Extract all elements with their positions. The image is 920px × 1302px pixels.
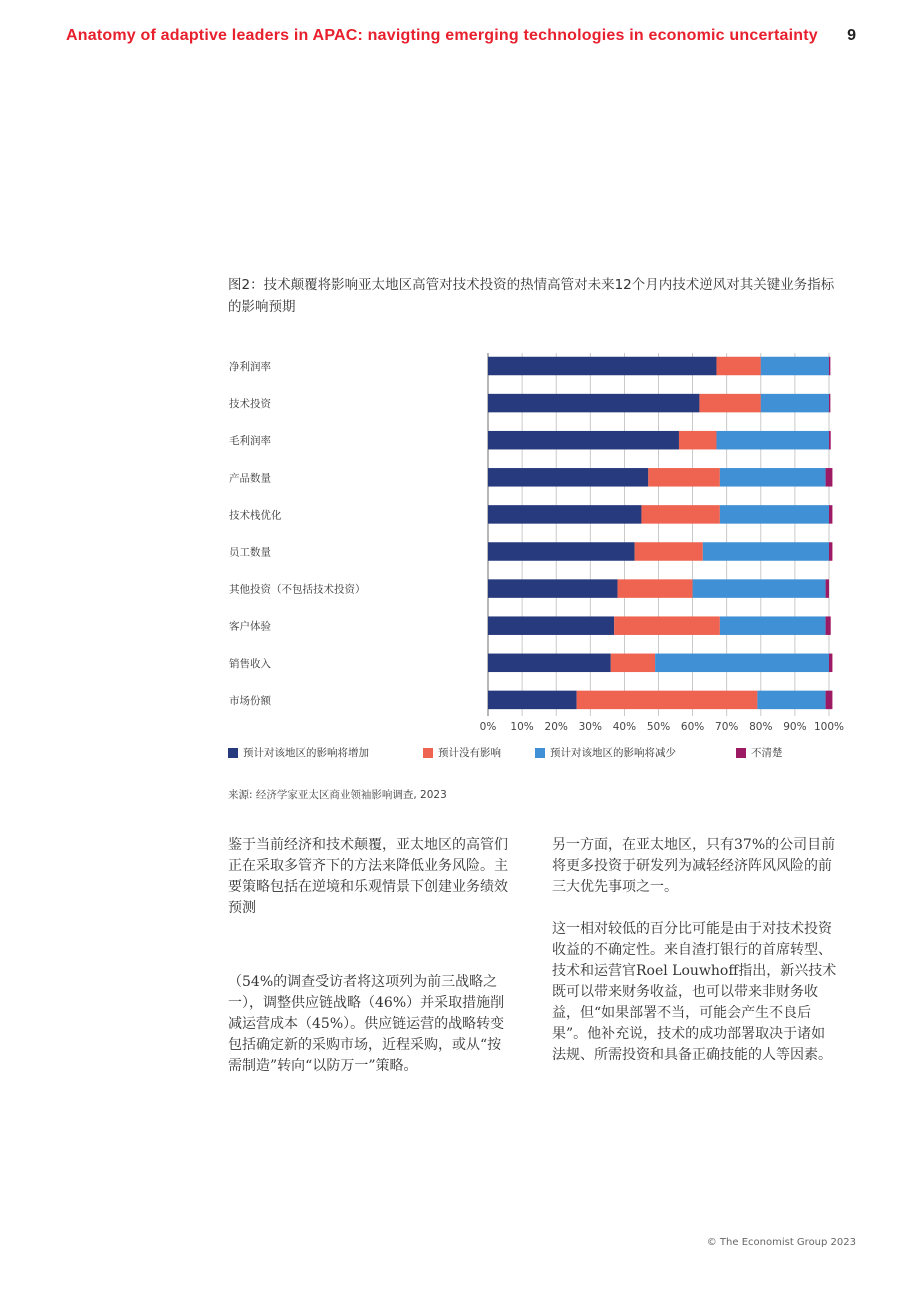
bar-segment-unclear: [829, 394, 830, 413]
legend-label-no-impact: 预计没有影响: [438, 747, 501, 759]
body-column-left: [228, 835, 513, 1077]
figure-title: 图2：技术颠覆将影响亚太地区高管对技术投资的热情高管对未来12个月内技术逆风对其关键业务指标的影响预期: [228, 277, 835, 315]
x-tick-label: 70%: [715, 721, 739, 733]
bar-segment-decrease: [655, 654, 829, 673]
bar-segment-no-impact: [618, 579, 693, 598]
page-number: 9: [847, 27, 856, 44]
legend-item-increase: [228, 745, 369, 760]
copyright-footer: © The Economist Group 2023: [706, 1237, 856, 1248]
body-paragraph: 鉴于当前经济和技术颠覆，亚太地区的高管们正在采取多管齐下的方法来降低业务风险。主要策略包括在逆境和乐观情景下创建业务绩效预测: [228, 837, 508, 916]
bar-segment-no-impact: [716, 357, 760, 376]
x-tick-label: 10%: [510, 721, 534, 733]
x-tick-label: 30%: [578, 721, 602, 733]
category-label: 技术投资: [229, 398, 271, 411]
bar-segment-decrease: [720, 505, 829, 524]
bar-segment-unclear: [829, 505, 832, 524]
x-tick-label: 40%: [612, 721, 637, 733]
legend-label-increase: 预计对该地区的影响将增加: [243, 747, 369, 759]
bar-segment-decrease: [693, 579, 826, 598]
chart-legend: [228, 745, 848, 761]
body-column-right: [552, 835, 837, 1066]
legend-swatch-increase: [228, 748, 238, 758]
bar-segment-increase: [488, 394, 699, 413]
x-tick-label: 0%: [479, 721, 497, 733]
legend-swatch-decrease: [535, 748, 545, 758]
bar-segment-no-impact: [641, 505, 719, 524]
x-tick-label: 80%: [749, 721, 773, 733]
bar-segment-no-impact: [648, 468, 720, 487]
bar-segment-no-impact: [699, 394, 760, 413]
bar-segment-no-impact: [635, 542, 703, 561]
body-paragraph: 另一方面，在亚太地区，只有37%的公司目前将更多投资于研发列为减轻经济阵风风险的前三大优先事项之一。: [552, 837, 836, 895]
bar-segment-decrease: [720, 616, 826, 635]
bar-segment-unclear: [826, 579, 829, 598]
x-tick-label: 50%: [646, 721, 671, 733]
bar-segment-decrease: [720, 468, 826, 487]
bar-segment-no-impact: [614, 616, 720, 635]
legend-label-unclear: 不清楚: [751, 747, 783, 759]
body-paragraph: （54%的调查受访者将这项列为前三战略之一），调整供应链战略（46%）并采取措施削减运营成本（45%）。供应链运营的战略转变包括确定新的采购市场，近程采购，或从“按需制造”转向“以防万一”策略。: [228, 974, 505, 1074]
figure-source: 来源: 经济学家亚太区商业领袖影响调查, 2023: [228, 789, 447, 801]
bar-segment-unclear: [826, 691, 833, 710]
bar-segment-increase: [488, 505, 641, 524]
bar-segment-decrease: [761, 357, 829, 376]
category-label: 客户体验: [229, 620, 271, 633]
bar-segment-no-impact: [611, 654, 655, 673]
bar-segment-increase: [488, 431, 679, 450]
bar-segment-increase: [488, 357, 716, 376]
bar-segment-increase: [488, 579, 618, 598]
legend-swatch-unclear: [736, 748, 746, 758]
bar-segment-unclear: [829, 357, 830, 376]
x-tick-label: 100%: [813, 721, 845, 733]
bar-segment-increase: [488, 691, 577, 710]
bar-segment-decrease: [757, 691, 825, 710]
category-label: 市场份额: [229, 694, 271, 707]
bar-segment-increase: [488, 616, 614, 635]
bar-segment-unclear: [826, 468, 833, 487]
x-tick-label: 60%: [680, 721, 705, 733]
legend-item-decrease: [535, 745, 676, 760]
bar-segment-no-impact: [679, 431, 717, 450]
bar-segment-unclear: [829, 431, 831, 450]
category-label: 毛利润率: [229, 435, 271, 448]
body-paragraph: 这一相对较低的百分比可能是由于对技术投资收益的不确定性。来自渣打银行的首席转型、技术和运营官Roel Louwhoff指出，新兴技术既可以带来财务收益，也可以带来非财务收益，但“如果部署不当，可能会产生不良后果”。他补充说，技术的成功部署取决于诸如法规、所需投资和具备正确技能的人等因素。: [552, 921, 837, 1063]
x-tick-label: 20%: [544, 721, 568, 733]
category-label: 技术栈优化: [229, 509, 282, 522]
bar-segment-no-impact: [577, 691, 758, 710]
report-title: Anatomy of adaptive leaders in APAC: navigting emerging technologies in economic uncertainty: [66, 27, 818, 44]
bar-segment-unclear: [826, 616, 831, 635]
bar-segment-unclear: [829, 654, 832, 673]
legend-item-unclear: [736, 745, 783, 760]
category-label: 其他投资（不包括技术投资）: [229, 583, 366, 596]
legend-swatch-no-impact: [423, 748, 433, 758]
category-label: 产品数量: [229, 472, 271, 485]
bar-segment-decrease: [716, 431, 829, 450]
bar-segment-increase: [488, 542, 635, 561]
bar-segment-decrease: [703, 542, 829, 561]
category-label: 销售收入: [229, 657, 271, 670]
category-label: 员工数量: [229, 546, 271, 559]
bar-segment-increase: [488, 468, 648, 487]
bar-segment-increase: [488, 654, 611, 673]
legend-item-no-impact: [423, 745, 501, 760]
bar-segment-decrease: [761, 394, 829, 413]
category-label: 净利润率: [229, 361, 271, 373]
legend-label-decrease: 预计对该地区的影响将减少: [550, 747, 676, 759]
x-tick-label: 90%: [783, 721, 807, 733]
bar-segment-unclear: [829, 542, 832, 561]
